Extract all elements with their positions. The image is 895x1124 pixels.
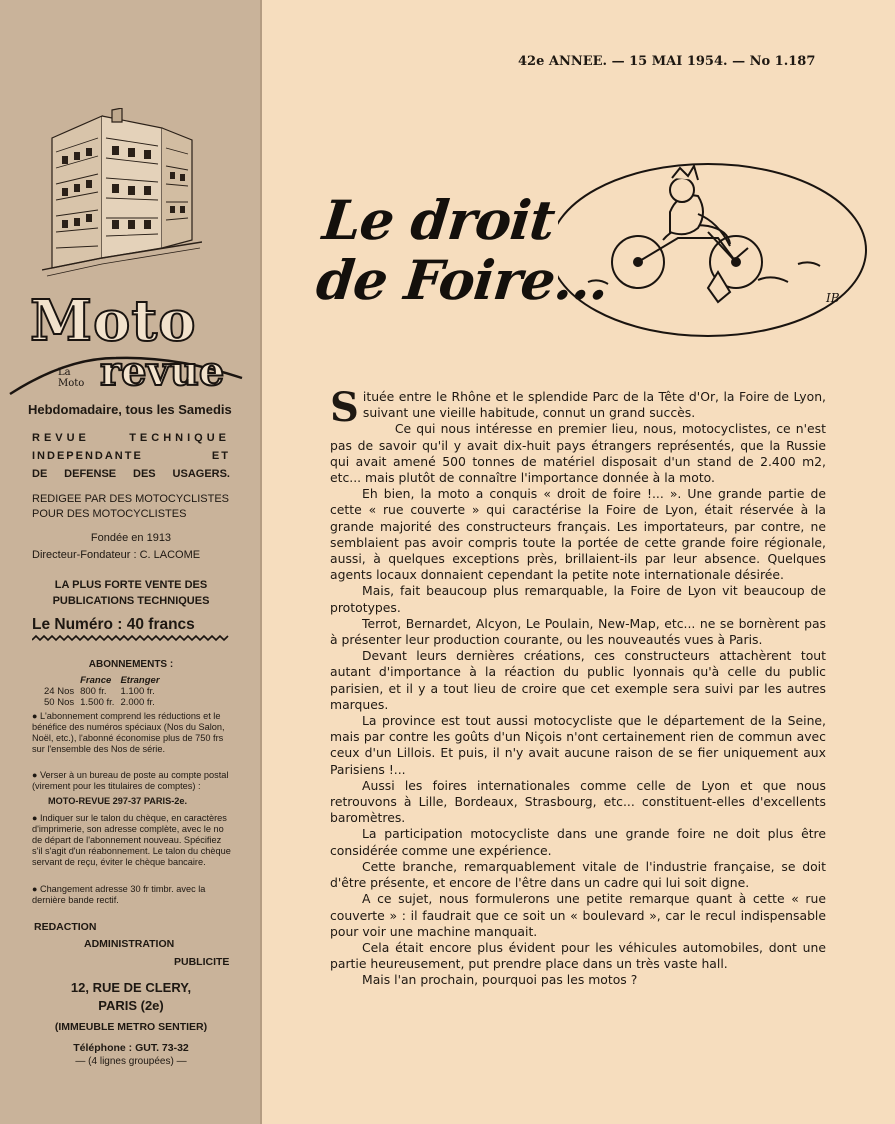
table-row	[44, 697, 166, 708]
row-label: 24 Nos	[44, 686, 75, 697]
paragraph	[330, 384, 826, 431]
article-body	[330, 384, 826, 989]
note-changement	[32, 884, 232, 906]
abonnements-heading: ABONNEMENTS :	[88, 659, 174, 670]
hebdomadaire-line: Hebdomadaire, tous les Samedis	[28, 402, 232, 417]
note-verser	[32, 770, 232, 792]
bullet-icon: ●	[32, 813, 40, 823]
bullet-icon: ●	[32, 884, 40, 894]
building-illustration	[42, 108, 202, 278]
note-abonnement-text: L'abonnement comprend les réductions et le bénéfice des numéros spéciaux (Nos du Salon, Noël, etc.), l'abonné économise plus de 750 frs sur l'ensemble des Nos de série.	[32, 711, 225, 754]
col-etranger: Etranger	[120, 675, 160, 686]
independante-line: INDEPENDANTE ET	[32, 450, 230, 462]
publicite-label: PUBLICITE	[174, 956, 230, 968]
note-verser-text: Verser à un bureau de poste au compte postal (virement pour les titulaires de comptes) :	[32, 770, 229, 791]
col-france: France	[80, 675, 112, 686]
paragraph: Mais l'an prochain, pourquoi pas les motos ?	[362, 972, 638, 988]
row-label: 50 Nos	[44, 697, 75, 708]
masthead-sidebar	[0, 0, 262, 1124]
immeuble-line: (IMMEUBLE METRO SENTIER)	[54, 1021, 208, 1033]
address-street: 12, RUE DE CLERY,	[70, 980, 192, 995]
abonnements-table	[44, 675, 166, 708]
directeur-line: Directeur-Fondateur : C. LACOME	[32, 549, 201, 561]
paragraph: Mais, fait beaucoup plus remarquable, la Foire de Lyon vit beaucoup de prototypes.	[330, 583, 826, 615]
note-abonnement	[32, 711, 232, 755]
issue-line: 42e ANNEE. — 15 MAI 1954. — No 1.187	[518, 54, 816, 69]
address-city: PARIS (2e)	[98, 998, 164, 1013]
fondee-line: Fondée en 1913	[90, 532, 172, 544]
table-row	[44, 686, 166, 697]
note-talon	[32, 813, 232, 868]
redaction-label: REDACTION	[34, 921, 97, 933]
paragraph: La participation motocycliste dans une grande foire ne doit plus être considérée comme une expérience.	[330, 826, 826, 858]
lignes-line: — (4 lignes groupées) —	[75, 1056, 187, 1067]
paragraph: Terrot, Bernardet, Alcyon, Le Poulain, New-Map, etc... ne se bornèrent pas à présenter leur production courante, ou les nouveautés vues à Paris.	[330, 615, 826, 648]
logo-revue: revue	[100, 348, 225, 395]
svg-text:IB: IB	[826, 291, 840, 305]
row-france: 800 fr.	[80, 686, 107, 697]
title-line-2: de Foire...	[313, 248, 612, 312]
telephone-line: Téléphone : GUT. 73-32	[73, 1042, 189, 1054]
bullet-icon: ●	[32, 711, 40, 721]
paragraph: Devant leurs dernières créations, ces constructeurs attachèrent tout autant d'importance à la réaction du public lyonnais qu'à celle du public parisien, et il y a tout lieu de croire que cet exemple sera suivi par les autres marques.	[330, 648, 826, 712]
paragraph: Eh bien, la moto a conquis « droit de foire !... ». Une grande partie de cette « rue couverte » qui caractérise la Foire de Lyon, était réservée à la grande majorité des constructeurs français. Les importateurs, par contre, ne semblaient pas avoir compris toute la portée de cette grande foire régionale, aussi, à quelques exceptions près, brillaient-ils par leur absence. Quelques agents locaux donnaient cependant la petite note internationale désirée.	[330, 486, 826, 583]
defense-usagers-line: DE DEFENSE DES USAGERS.	[32, 468, 230, 480]
paragraph: A ce sujet, nous formulerons une petite remarque quant à cette « rue couverte » : il faudrait que ce soit un « boulevard », car le recul indispensable pour voir une machine manquait.	[330, 891, 826, 939]
note-changement-text: Changement adresse 30 fr timbr. avec la dernière bande rectif.	[32, 884, 206, 905]
paragraph: Cela était encore plus évident pour les véhicules automobiles, dont une partie heureusement, put prendre place dans un très vaste hall.	[330, 939, 826, 972]
redigee-line: REDIGEE PAR DES MOTOCYCLISTES POUR DES MOTOCYCLISTES	[32, 493, 230, 520]
logo-la-moto: Moto	[58, 378, 85, 389]
price-line: Le Numéro : 40 francs	[32, 616, 195, 633]
drop-cap: S	[330, 384, 359, 431]
plus-forte-vente: LA PLUS FORTE VENTE DES PUBLICATIONS TECHNIQUES	[52, 579, 210, 607]
administration-label: ADMINISTRATION	[84, 938, 175, 950]
bullet-icon: ●	[32, 770, 40, 780]
row-etranger: 1.100 fr.	[120, 686, 155, 697]
title-line-1: Le droit	[319, 188, 558, 252]
motorcyclist-cartoon-illustration	[558, 152, 888, 352]
logo-la: La	[58, 367, 71, 378]
row-france: 1.500 fr.	[80, 697, 115, 708]
paragraph: Ce qui nous intéresse en premier lieu, nous, motocyclistes, ce n'est pas de savoir qu'il y avait dix-huit pays étrangers représentés, que la Russie qui avait amené 500 tonnes de matériel disposait d'un stand de 2.400 m2, etc... mais plutôt de connaître l'importance donnée à la moto.	[330, 421, 826, 486]
note-talon-text: Indiquer sur le talon du chèque, en caractères d'imprimerie, son adresse complète, avec le no de départ de l'abonnement nouveau. Spécifiez s'il s'agit d'un réabonnement. Le talon du chèque servant de reçu, éviter le chèque bancaire.	[32, 813, 231, 867]
zigzag-divider	[32, 634, 230, 642]
paragraph: Aussi les foires internationales comme celle de Lyon et que nous retrouvons à Lille, Bordeaux, Strasbourg, etc... constituent-elles d'excellents baromètres.	[330, 777, 826, 826]
logo-moto: Moto	[30, 288, 197, 354]
paragraph: Cette branche, remarquablement vitale de l'industrie française, se doit d'être présente, et encore de l'être dans un cadre qui lui soit digne.	[330, 858, 826, 891]
revue-technique-line: REVUE TECHNIQUE	[32, 432, 230, 444]
postal-account: MOTO-REVUE 297-37 PARIS-2e.	[48, 796, 188, 806]
row-etranger: 2.000 fr.	[120, 697, 155, 708]
paragraph-text: ituée entre le Rhône et le splendide Parc de la Tête d'Or, la Foire de Lyon, suivant une vieille habitude, connut un grand succès.	[362, 389, 826, 421]
article-column	[262, 0, 895, 1124]
paragraph: La province est tout aussi motocycliste que le département de la Seine, mais par contre les goûts d'un Niçois n'ont certainement rien de commun avec ceux d'un Lillois. Et puis, il n'y avait aucune raison de se fier uniquement aux Parisiens !...	[330, 713, 826, 777]
